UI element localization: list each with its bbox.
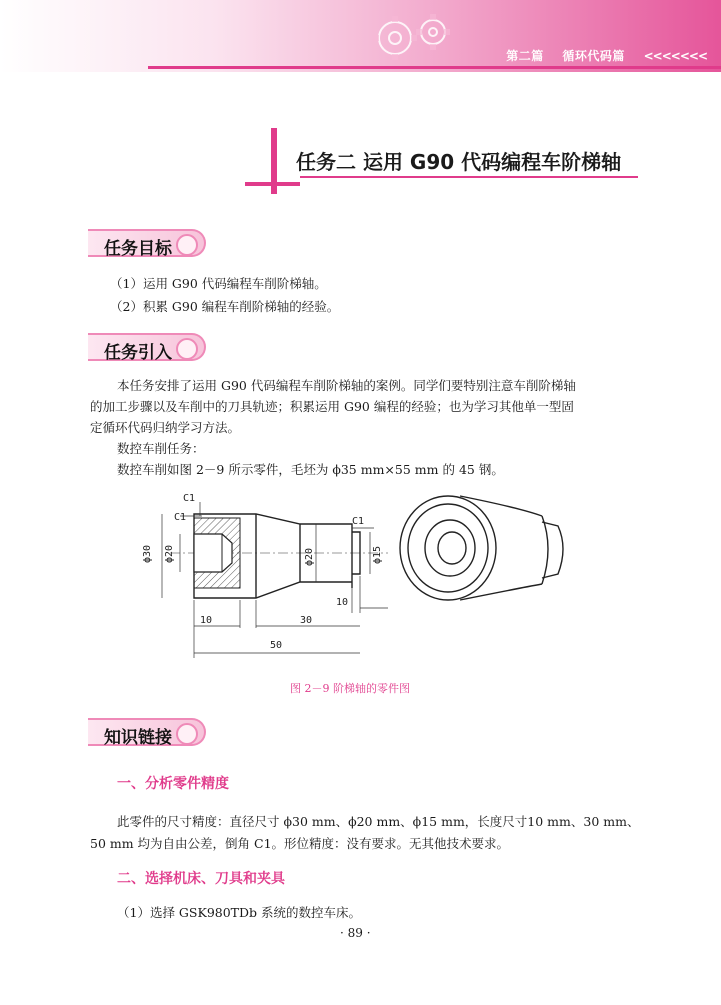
- title-accent-rule-left: [245, 182, 300, 186]
- paragraph-line: 定循环代码归纳学习方法。: [90, 420, 241, 435]
- section-tab-knowledge: [88, 718, 206, 746]
- section-tab-objectives: [88, 229, 206, 257]
- objective-item: （1）运用 G90 代码编程车削阶梯轴。: [110, 276, 327, 291]
- dim-label-50: 50: [270, 640, 283, 651]
- gear-icon: [355, 6, 475, 66]
- dim-label-10-right: 10: [336, 597, 349, 608]
- dim-label-c1-right: C1: [352, 516, 365, 527]
- dim-label-10-left: 10: [200, 615, 213, 626]
- part-label: 第二篇: [506, 49, 544, 63]
- objective-item: （2）积累 G90 编程车削阶梯轴的经验。: [110, 299, 340, 314]
- section-tab-label: 任务目标: [104, 239, 172, 259]
- paragraph-line: 的加工步骤以及车削中的刀具轨迹；积累运用 G90 编程的经验；也为学习其他单一型固: [90, 399, 574, 414]
- paragraph-line: 此零件的尺寸精度：直径尺寸 ϕ30 mm、ϕ20 mm、ϕ15 mm，长度尺寸10 mm、30 mm、: [117, 814, 640, 829]
- running-header: [506, 47, 707, 64]
- chapter-label: 循环代码篇: [562, 49, 625, 63]
- section-tab-label: 知识链接: [104, 728, 172, 748]
- dim-label-d20-left: ϕ20: [164, 544, 175, 563]
- subheading-machine: 二、选择机床、刀具和夹具: [117, 871, 285, 887]
- title-accent-rule: [300, 176, 638, 178]
- task-title: 任务二 运用 G90 代码编程车阶梯轴: [296, 150, 622, 174]
- section-tab-label: 任务引入: [104, 343, 172, 363]
- dim-label-c1-left: C1: [174, 512, 187, 523]
- part-drawing: [140, 488, 580, 668]
- header-rule: [148, 66, 721, 69]
- figure-caption: 图 2－9 阶梯轴的零件图: [290, 682, 410, 695]
- dim-label-d30: ϕ30: [142, 544, 153, 563]
- dim-label-d15: ϕ15: [372, 545, 383, 564]
- dim-label-c1-top: C1: [183, 493, 196, 504]
- paragraph-line: （1）选择 GSK980TDb 系统的数控车床。: [117, 905, 362, 920]
- dim-label-d20-mid: ϕ20: [304, 547, 315, 566]
- paragraph-line: 数控车削任务：: [117, 441, 205, 456]
- paragraph-line: 本任务安排了运用 G90 代码编程车削阶梯轴的案例。同学们要特别注意车削阶梯轴: [117, 378, 576, 393]
- section-tab-intro: [88, 333, 206, 361]
- arrows-decoration: <<<<<<<: [643, 49, 707, 63]
- subheading-precision: 一、分析零件精度: [117, 776, 229, 792]
- page-number: · 89 ·: [340, 926, 371, 940]
- paragraph-line: 数控车削如图 2－9 所示零件，毛坯为 ϕ35 mm×55 mm 的 45 钢。: [117, 462, 504, 477]
- dim-label-30: 30: [300, 615, 313, 626]
- paragraph-line: 50 mm 均为自由公差，倒角 C1。形位精度：没有要求。无其他技术要求。: [90, 836, 510, 851]
